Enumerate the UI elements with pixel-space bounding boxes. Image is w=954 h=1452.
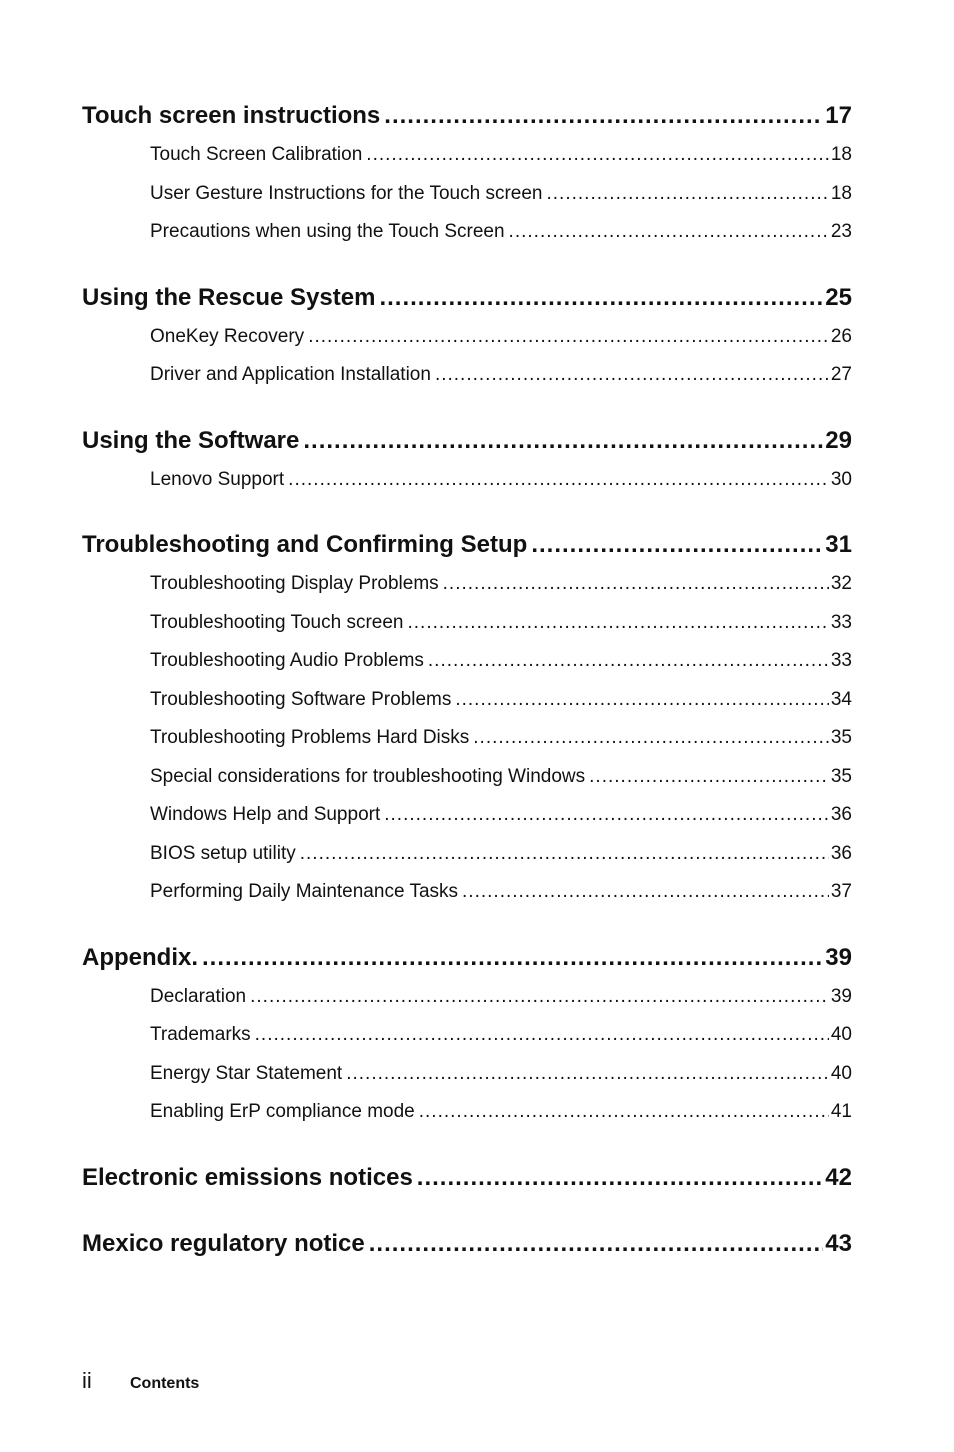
toc-subsection-entry[interactable] xyxy=(150,758,852,797)
dot-leader xyxy=(300,835,829,874)
subsection-title: Driver and Application Installation xyxy=(150,364,431,385)
toc-subsection-entry[interactable] xyxy=(150,604,852,643)
dot-leader xyxy=(531,525,823,565)
chapter-title: Electronic emissions notices xyxy=(82,1163,413,1191)
subsection-page-number: 33 xyxy=(830,611,852,633)
dot-leader xyxy=(288,461,829,500)
toc-subsection-entry[interactable] xyxy=(150,136,852,175)
subsection-title: OneKey Recovery xyxy=(150,325,305,347)
dot-leader xyxy=(443,565,829,604)
toc-chapter-entry[interactable] xyxy=(82,96,852,136)
dot-leader xyxy=(428,642,829,681)
dot-leader xyxy=(202,938,823,978)
subsection-page-number: 39 xyxy=(830,985,852,1007)
table-of-contents xyxy=(82,96,852,1264)
dot-leader xyxy=(462,873,829,912)
toc-section xyxy=(82,96,852,252)
toc-subsection-entry[interactable] xyxy=(150,356,852,395)
toc-section xyxy=(82,1224,852,1264)
dot-leader xyxy=(589,758,829,797)
toc-chapter-entry[interactable] xyxy=(82,278,852,318)
dot-leader xyxy=(473,719,829,758)
toc-subsection-entry[interactable] xyxy=(150,1055,852,1094)
dot-leader xyxy=(455,681,829,720)
subsection-title: Energy Star Statement xyxy=(150,1062,343,1084)
subsection-page-number: 40 xyxy=(830,1062,852,1084)
subsection-title: Troubleshooting Audio Problems xyxy=(150,650,424,671)
toc-section xyxy=(82,1158,852,1198)
chapter-page-number: 43 xyxy=(825,1229,852,1257)
subsection-page-number: 30 xyxy=(830,468,852,490)
toc-chapter-entry[interactable] xyxy=(82,421,852,461)
subsection-title: Touch Screen Calibration xyxy=(150,144,363,165)
dot-leader xyxy=(384,96,823,136)
subsection-title: Special considerations for troubleshooting Windows xyxy=(150,765,586,787)
toc-section xyxy=(82,421,852,500)
toc-subsection-entry[interactable] xyxy=(150,796,852,835)
chapter-page-number: 29 xyxy=(825,426,852,454)
chapter-page-number: 17 xyxy=(825,102,852,129)
subsection-title: Precautions when using the Touch Screen xyxy=(150,221,505,242)
dot-leader xyxy=(303,421,823,461)
chapter-page-number: 39 xyxy=(825,943,852,971)
toc-subsection-entry[interactable] xyxy=(150,175,852,214)
toc-subsection-entry[interactable] xyxy=(150,1093,852,1132)
subsection-page-number: 35 xyxy=(830,727,852,748)
subsection-title: Troubleshooting Touch screen xyxy=(150,611,404,633)
toc-chapter-entry[interactable] xyxy=(82,1158,852,1198)
toc-section xyxy=(82,278,852,395)
subsection-title: BIOS setup utility xyxy=(150,842,296,864)
chapter-title: Using the Software xyxy=(82,426,300,454)
footer-section-label: Contents xyxy=(130,1375,200,1392)
subsection-page-number: 34 xyxy=(830,688,852,710)
subsection-title: Enabling ErP compliance mode xyxy=(150,1101,415,1122)
dot-leader xyxy=(547,175,829,214)
toc-subsection-entry[interactable] xyxy=(150,719,852,758)
toc-section xyxy=(82,938,852,1132)
chapter-title: Touch screen instructions xyxy=(82,102,381,129)
toc-chapter-entry[interactable] xyxy=(82,938,852,978)
toc-subsection-entry[interactable] xyxy=(150,565,852,604)
dot-leader xyxy=(417,1158,824,1198)
chapter-page-number: 31 xyxy=(825,531,852,558)
toc-subsection-entry[interactable] xyxy=(150,642,852,681)
dot-leader xyxy=(366,136,829,175)
toc-section xyxy=(82,525,852,912)
dot-leader xyxy=(509,213,829,252)
toc-subsection-entry[interactable] xyxy=(150,213,852,252)
subsection-page-number: 18 xyxy=(830,182,852,204)
subsection-title: Troubleshooting Problems Hard Disks xyxy=(150,727,470,748)
dot-leader xyxy=(346,1055,829,1094)
subsection-page-number: 36 xyxy=(830,804,852,825)
subsection-page-number: 40 xyxy=(830,1024,852,1045)
toc-subsection-entry[interactable] xyxy=(150,461,852,500)
subsection-page-number: 26 xyxy=(830,325,852,347)
subsection-page-number: 23 xyxy=(830,221,852,242)
subsection-page-number: 35 xyxy=(830,765,852,787)
subsection-page-number: 37 xyxy=(830,881,852,902)
subsection-title: Declaration xyxy=(150,985,247,1007)
toc-chapter-entry[interactable] xyxy=(82,1224,852,1264)
subsection-page-number: 18 xyxy=(830,144,852,165)
chapter-page-number: 25 xyxy=(825,283,852,311)
toc-chapter-entry[interactable] xyxy=(82,525,852,565)
toc-subsection-entry[interactable] xyxy=(150,1016,852,1055)
subsection-title: Lenovo Support xyxy=(150,468,285,490)
dot-leader xyxy=(308,318,829,357)
toc-subsection-entry[interactable] xyxy=(150,978,852,1017)
toc-subsection-entry[interactable] xyxy=(150,318,852,357)
subsection-page-number: 27 xyxy=(830,364,852,385)
chapter-title: Mexico regulatory notice xyxy=(82,1229,365,1257)
page-footer xyxy=(82,1368,199,1394)
dot-leader xyxy=(435,356,829,395)
subsection-page-number: 33 xyxy=(830,650,852,671)
subsection-title: Troubleshooting Display Problems xyxy=(150,573,439,594)
toc-subsection-entry[interactable] xyxy=(150,835,852,874)
dot-leader xyxy=(384,796,829,835)
subsection-title: Windows Help and Support xyxy=(150,804,381,825)
subsection-title: Troubleshooting Software Problems xyxy=(150,688,452,710)
dot-leader xyxy=(369,1224,824,1264)
dot-leader xyxy=(255,1016,829,1055)
toc-subsection-entry[interactable] xyxy=(150,681,852,720)
toc-subsection-entry[interactable] xyxy=(150,873,852,912)
chapter-page-number: 42 xyxy=(825,1163,852,1191)
subsection-page-number: 32 xyxy=(830,573,852,594)
subsection-page-number: 41 xyxy=(830,1101,852,1122)
subsection-title: Performing Daily Maintenance Tasks xyxy=(150,881,459,902)
dot-leader xyxy=(408,604,829,643)
dot-leader xyxy=(379,278,823,318)
subsection-page-number: 36 xyxy=(830,842,852,864)
dot-leader xyxy=(250,978,829,1017)
subsection-title: Trademarks xyxy=(150,1024,251,1045)
chapter-title: Appendix. xyxy=(82,943,199,971)
chapter-title: Using the Rescue System xyxy=(82,283,376,311)
chapter-title: Troubleshooting and Confirming Setup xyxy=(82,531,528,558)
footer-page-number: ii xyxy=(82,1368,92,1393)
subsection-title: User Gesture Instructions for the Touch screen xyxy=(150,182,543,204)
dot-leader xyxy=(419,1093,829,1132)
